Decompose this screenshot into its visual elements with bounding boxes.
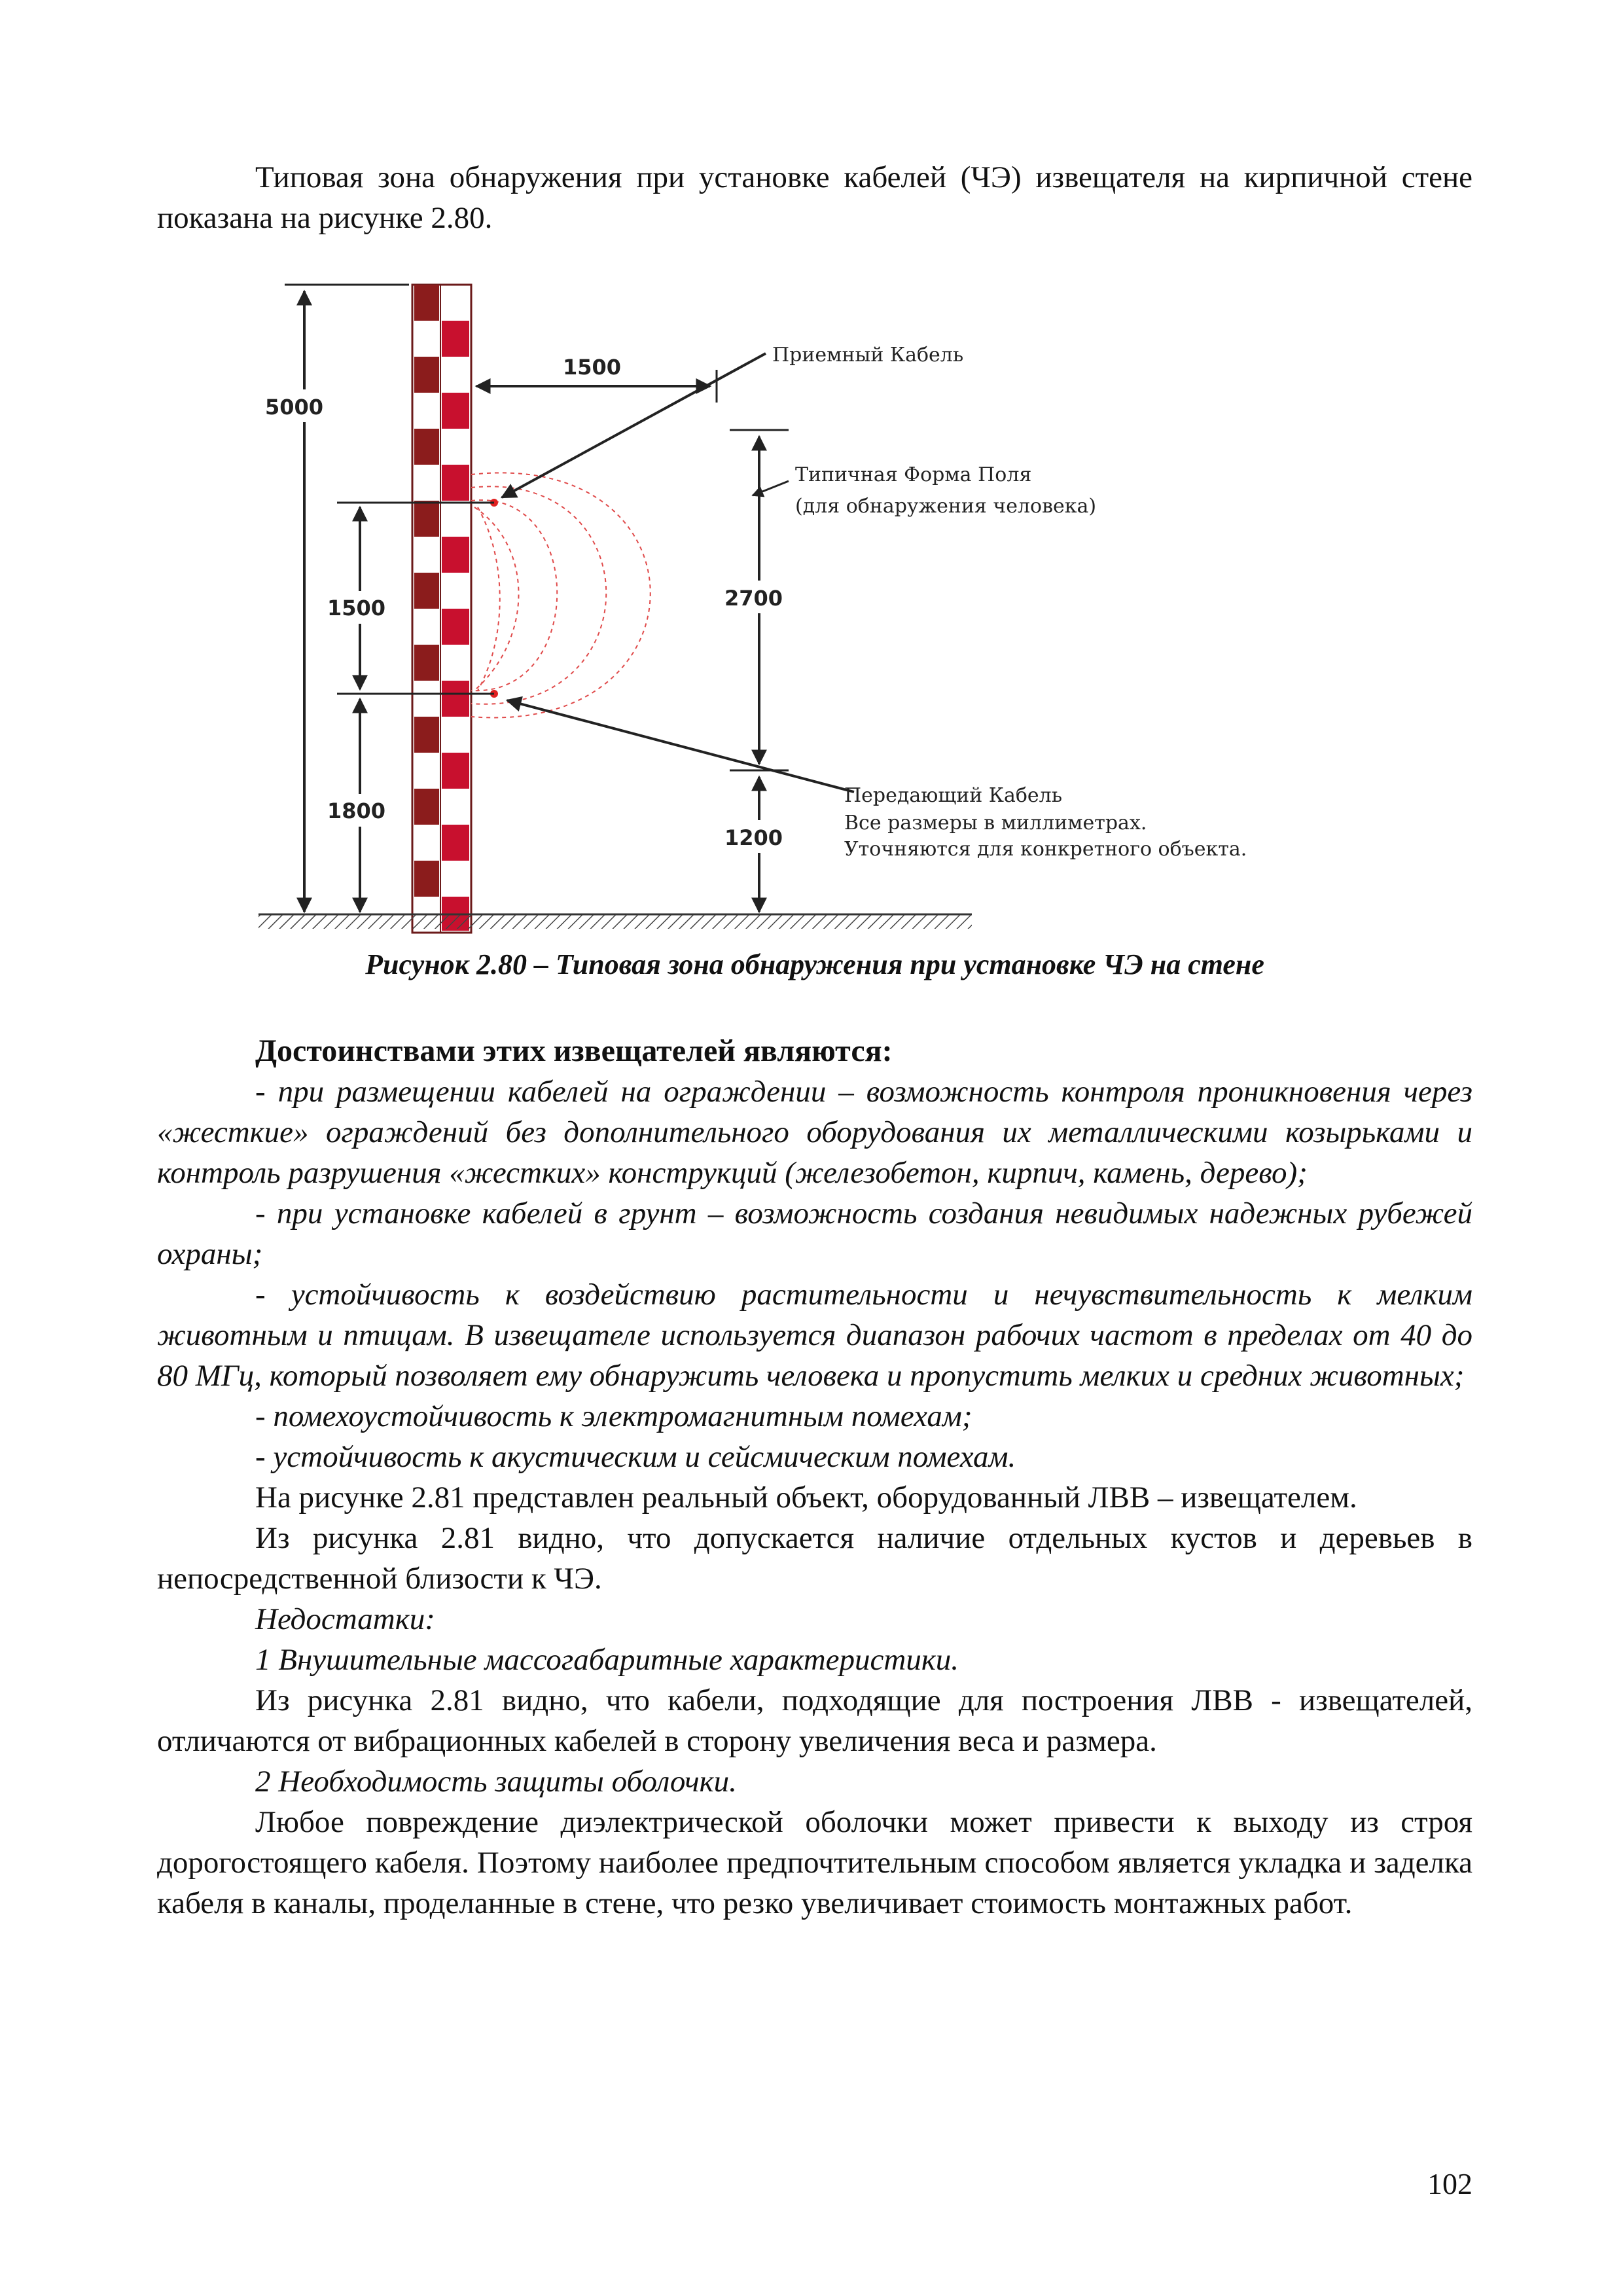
ground-hatching bbox=[259, 914, 972, 929]
dim-1200 bbox=[720, 777, 798, 912]
paragraph: На рисунке 2.81 представлен реальный объект, оборудованный ЛВВ – извещателем. bbox=[255, 1480, 1357, 1515]
label-1500-vertical: 1500 bbox=[327, 596, 386, 620]
figure-2-80 bbox=[259, 272, 1371, 939]
label-transmitting-cable-3: Уточняются для конкретного объекта. bbox=[844, 838, 1247, 861]
advantage-item: - при размещении кабелей на ограждении – возможность контроля проникновения через «жесткие» ограждений без дополнительного оборудования их металлическими козырьками и контроль разрушения «жестких» конструкций (железобетон, кирпич, камень, дерево); bbox=[157, 1075, 1472, 1190]
label-receiving-cable: Приемный Кабель bbox=[772, 344, 964, 367]
field-shape bbox=[471, 473, 651, 717]
disadvantages-title: Недостатки: bbox=[255, 1602, 435, 1636]
disadvantage-item: 1 Внушительные массогабаритные характеристики. bbox=[255, 1643, 959, 1677]
dim-1800 bbox=[324, 699, 396, 912]
label-transmitting-cable-1: Передающий Кабель bbox=[844, 784, 1063, 807]
figure-caption: Рисунок 2.80 – Типовая зона обнаружения при установке ЧЭ на стене bbox=[365, 948, 1264, 980]
paragraph: Из рисунка 2.81 видно, что допускается наличие отдельных кустов и деревьев в непосредственной близости к ЧЭ. bbox=[157, 1521, 1472, 1596]
page-number: 102 bbox=[1427, 2167, 1472, 2200]
advantage-item: - устойчивость к воздействию растительности и нечувствительность к мелким животным и птицам. В извещателе используется диапазон рабочих частот в пределах от 40 до 80 МГц, который позволяет ему обнаружить человека и пропустить мелких и средних животных; bbox=[157, 1278, 1472, 1393]
intro-block bbox=[157, 157, 1472, 238]
label-field-shape-1: Типичная Форма Поля bbox=[795, 463, 1032, 486]
label-field-shape-2: (для обнаружения человека) bbox=[795, 495, 1097, 518]
label-2700: 2700 bbox=[724, 586, 783, 611]
advantage-item: - при установке кабелей в грунт – возможность создания невидимых надежных рубежей охраны; bbox=[157, 1196, 1472, 1271]
paragraph: Из рисунка 2.81 видно, что кабели, подходящие для построения ЛВВ - извещателей, отличаются от вибрационных кабелей в сторону увеличения веса и размера. bbox=[157, 1683, 1472, 1758]
transmitting-cable-leader bbox=[507, 700, 854, 792]
disadvantage-item: 2 Необходимость защиты оболочки. bbox=[255, 1765, 737, 1799]
brick-wall bbox=[412, 285, 471, 933]
receiving-cable-leader bbox=[502, 353, 766, 497]
advantage-item: - помехоустойчивость к электромагнитным помехам; bbox=[255, 1399, 972, 1433]
body-text bbox=[157, 1031, 1472, 1924]
label-1500-horizontal: 1500 bbox=[563, 355, 622, 380]
advantages-heading: Достоинствами этих извещателей являются: bbox=[255, 1033, 893, 1068]
advantage-item: - устойчивость к акустическим и сейсмическим помехам. bbox=[255, 1440, 1016, 1474]
label-5000: 5000 bbox=[265, 395, 324, 420]
label-transmitting-cable-2: Все размеры в миллиметрах. bbox=[844, 812, 1147, 834]
dim-1500-horizontal bbox=[476, 355, 717, 403]
label-1800: 1800 bbox=[327, 798, 386, 823]
label-1200: 1200 bbox=[724, 825, 783, 850]
paragraph: Любое повреждение диэлектрической оболочки может привести к выходу из строя дорогостоящего кабеля. Поэтому наиболее предпочтительным способом является укладка и заделка кабеля в каналы, проделанные в стене, что резко увеличивает стоимость монтажных работ. bbox=[157, 1805, 1472, 1920]
intro-paragraph: Типовая зона обнаружения при установке кабелей (ЧЭ) извещателя на кирпичной стене показана на рисунке 2.80. bbox=[157, 160, 1472, 235]
detection-zone-diagram bbox=[259, 272, 1371, 939]
